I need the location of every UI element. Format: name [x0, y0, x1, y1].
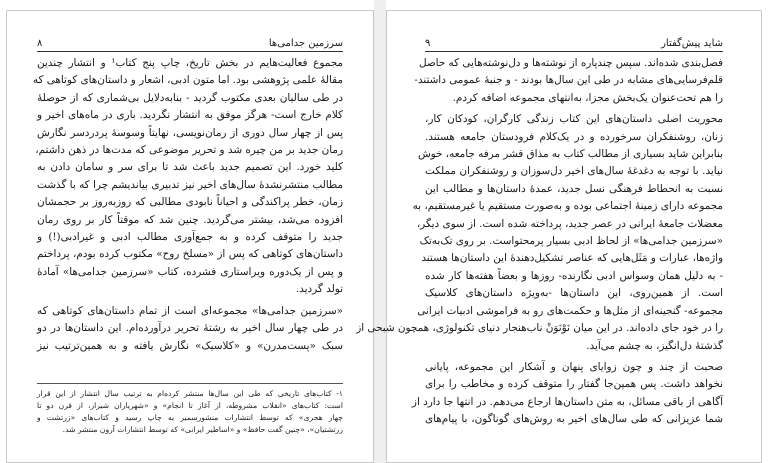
- text-line: جدید را متوقف کرده و به جمع‌آوری مطالب ادبی و غیرادبی(!) و: [37, 231, 343, 244]
- footnote-line: زرتشتیان»، «چنین گفت حافظ» و «اساطیر ایرانی» که توسط انتشارات آرون منتشر شد.: [62, 425, 343, 434]
- text-line: - به دلیل همان وسواس ادبی نگارنده- روزها و بعضاً هفته‌ها کار شده: [425, 269, 723, 282]
- text-line: معضلات جامعهٔ ایرانی در عصر جدید، پرداخته شده است. از سوی دیگر،: [416, 217, 723, 230]
- text-line: مقالهٔ علمی پژوهشی بود. اما متون ادبی، اشعار و داستان‌های کوتاهی که: [32, 74, 343, 87]
- text-line: فصل‌بندی شده‌اند. سپس چندپاره از نوشته‌ها و دل‌نوشته‌هایی که حاصل: [418, 57, 723, 69]
- text-line: را هم تحت‌عنوان یک‌بخش مجزا، به‌انتهای مجموعه اضافه کردم.: [452, 91, 723, 104]
- text-line: تولد گردید.: [295, 283, 343, 296]
- text-line: آگاهی از باقی مسائل، به متن داستان‌ها ارجاع می‌دهم. در انتها جا دارد از: [411, 395, 723, 408]
- text-line: در طی چهار سال اخیر به رشتهٔ تحریر درآورده‌ام. این داستان‌ها در دو: [37, 322, 343, 335]
- text-line: صحبت از چند و چون زوایای پنهان و آشکار این مجموعه، پایانی: [425, 360, 723, 373]
- text-line: سبک «پست‌مدرن» و «کلاسیک» نگارش یافته و به همین‌ترتیب نیز: [37, 339, 343, 352]
- page-number: ٩: [425, 38, 431, 49]
- left-page-body: [32, 55, 343, 355]
- footnote-line: ۱- کتاب‌های تاریخی که طی این سال‌ها منتشر کرده‌ام به ترتیب سال انتشار از این قرار: [37, 389, 343, 398]
- text-line: بنابراین شاید بسیاری از مطالب کتاب به مذاق قشر مرفه جامعه، خوش: [417, 148, 723, 161]
- text-line: افزوده می‌شد، بیشتر می‌گردید. چنین شد که موقتاً کار بر روی رمان: [37, 213, 343, 226]
- text-line: «سرزمین جدامی‌ها» مجموعه‌ای است از تمام داستان‌های کوتاهی که: [37, 304, 343, 317]
- text-line: پس از چهار سال دوری از رمان‌نویسی، نهایتاً وسوسهٔ پردردسر نگارش: [37, 126, 343, 139]
- text-line: محوریت اصلی داستان‌های این کتاب زندگی کارگران، کودکان کار،: [425, 113, 723, 126]
- text-line: «سرزمین جدامی‌ها» از لحاظ ادبی بسیار پرمحتواست. بر روی تک‌به‌تک: [419, 235, 723, 248]
- text-line: است. از همین‌روی، این داستان‌ها -به‌ویژه داستان‌های کلاسیک: [425, 287, 723, 300]
- text-line: داستان‌های کوتاهی که پس از «مسلخ روح» مکتوب کرده بودم، پرداختم: [37, 248, 343, 261]
- text-line: قلم‌فرسایی‌های مشابه در طی این سال‌ها بودند - و جنبهٔ عمومی داشتند-: [414, 74, 723, 87]
- running-title: سرزمین جدامی‌ها: [268, 38, 343, 49]
- text-line: شما عزیزانی که طی سال‌های اخیر به روش‌های گوناگون، با پیام‌های: [425, 413, 723, 426]
- text-line: مطالب منتشرنشدهٔ سال‌های اخیر نیز تدبیری بیاندیشم چرا که با گذشت: [37, 178, 343, 191]
- footnote-line: چهار هجری» که توسط انتشارات منشورسمیر به چاپ رسید و کتاب‌های «زرتشت و: [37, 413, 343, 422]
- text-line: مجموعه دارای زمینهٔ اجتماعی بوده و به‌صورت مستقیم یا غیرمستقیم، به: [412, 200, 723, 213]
- text-line: رمان جدید بر من چیره شد و تحریر موضوعی که مدت‌ها در ذهن داشتم،: [35, 144, 343, 157]
- footnote-line: است: کتاب‌های «انقلاب مشروطه، از آغاز تا انجام» و «شهریاران شیراز، از قرن دو تا: [37, 401, 343, 410]
- text-line: واژه‌ها، عبارات و مَثَل‌هایی که عناصر تشکیل‌دهندهٔ این داستان‌ها هستند: [421, 252, 723, 265]
- text-line: را در خود جای داده‌اند. در این میان نَوْنَوَنْ ناب‌هنجار دنیای تکنولوژی، همچون شبحی از: [356, 322, 723, 335]
- left-page-header: [37, 37, 343, 52]
- text-line: مجموع فعالیت‌هایم در بخش تاریخ، چاپ پنج کتاب¹ و انتشار چندین: [37, 57, 343, 69]
- text-line: نخواهد داشت. پس همین‌جا گفتار را متوقف کرده و مخاطب را برای: [425, 378, 723, 391]
- right-page-header: [425, 37, 723, 52]
- text-line: گذشتهٔ دل‌انگیز، به چشم می‌آید.: [586, 339, 723, 352]
- text-line: زنان، روشنفکران سرخورده و در یک‌کلام فرودستان جامعه هستند.: [425, 130, 723, 143]
- text-line: نسبت به انحطاط فرهنگی نسل جدید، عمدهٔ داستان‌ها و مطالب این: [425, 182, 723, 195]
- right-page-body: [356, 55, 723, 429]
- text-line: در طی سالیان بعدی مکتوب گردید - بنابه‌دلایل بی‌شماری که از حوصلهٔ: [37, 91, 343, 104]
- book-gutter: [374, 0, 386, 463]
- right-page: [356, 10, 762, 463]
- text-line: کلید خورد. این تصمیم جدید باعث شد تا برای سر و سامان دادن به: [37, 161, 343, 174]
- text-line: کلام خارج است- هرگز موفق به انتشار نگردید. باری در ماه‌های اخیر و: [37, 109, 343, 122]
- text-line: و پس از یک‌دوره ویراستاری فشرده، کتاب «سرزمین جدامی‌ها» آمادهٔ: [37, 265, 343, 278]
- text-line: زمان، خطر پراکندگی و احیاناً نابودی مطالبی که روزبه‌روز بر حجمشان: [37, 196, 343, 209]
- running-title: شاید پیش‌گفتار: [661, 38, 723, 49]
- left-page: [6, 10, 374, 463]
- text-line: مجموعه- گنجینه‌ای از مثل‌ها و حکمت‌های رو به فراموشی ادبیات ایرانی: [417, 304, 723, 317]
- text-line: نیاید. با توجه به دغدغهٔ سال‌های اخیر دل‌سوزان و روشنفکران مملکت: [425, 165, 723, 178]
- page-number: ٨: [37, 38, 43, 49]
- footnote: [37, 383, 343, 436]
